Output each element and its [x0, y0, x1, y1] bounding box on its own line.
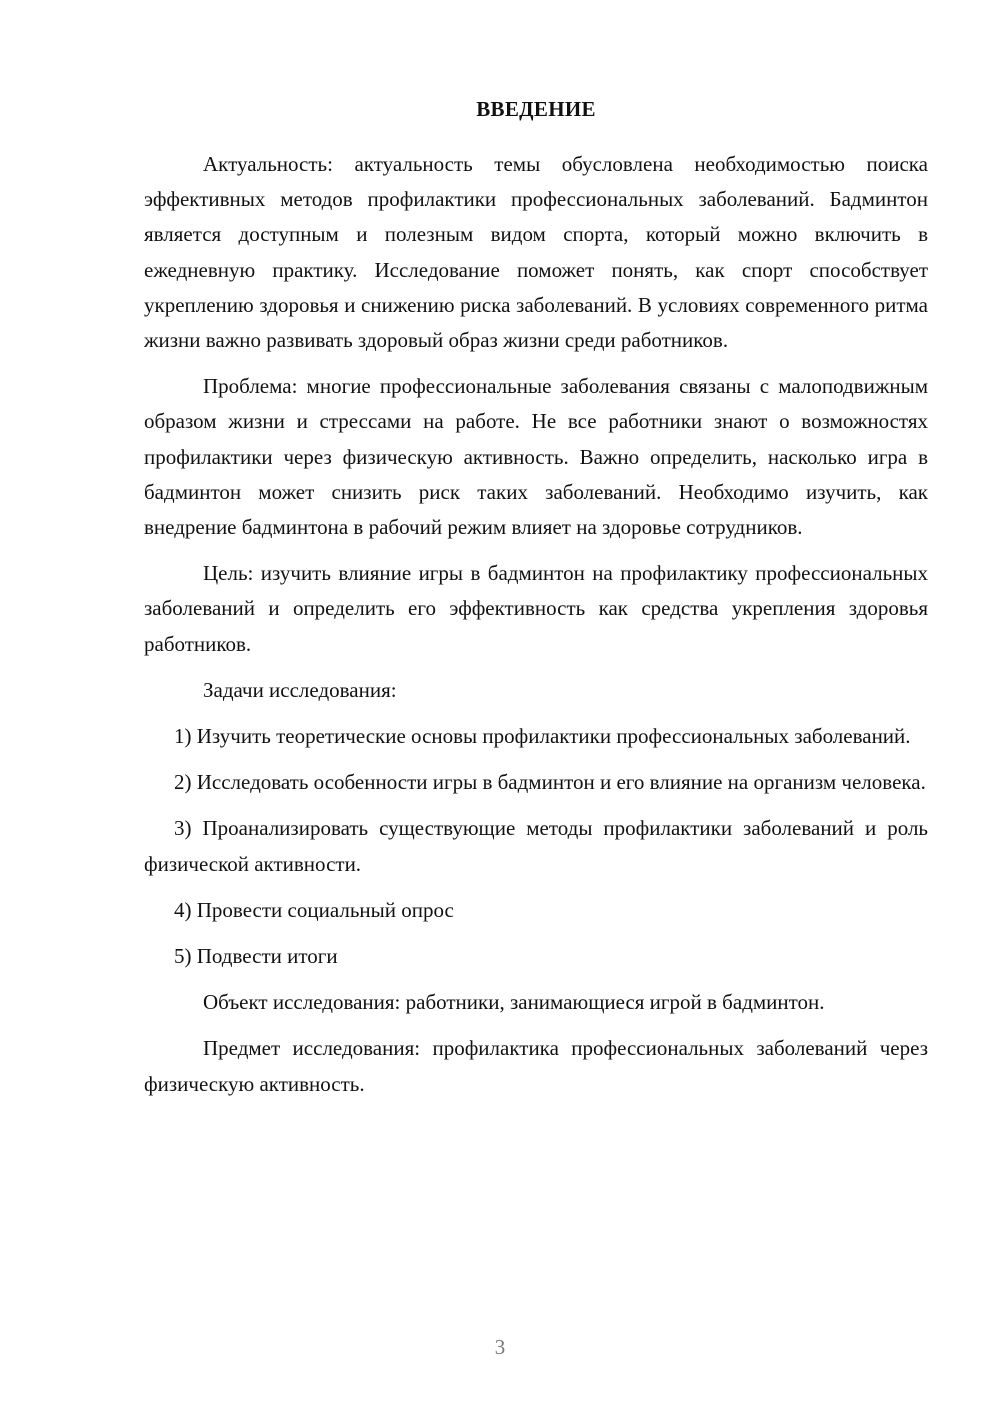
research-subject-paragraph: Предмет исследования: профилактика профессиональных заболеваний через физическую активность. — [144, 1036, 928, 1096]
problem-paragraph: Проблема: многие профессиональные заболевания связаны с малоподвижным образом жизни и стрессами на работе. Не все работники знают о возможностях профилактики через физическую активность. Важно определить, насколько игра в бадминтон может снизить риск таких заболеваний. Необходимо изучить, как внедрение бадминтона в рабочий режим влияет на здоровье сотрудников. — [144, 374, 928, 540]
task-item-5: 5) Подвести итоги — [174, 944, 338, 969]
task-item-3: 3) Проанализировать существующие методы профилактики заболеваний и роль физической активности. — [144, 816, 928, 876]
relevance-paragraph: Актуальность: актуальность темы обусловлена необходимостью поиска эффективных методов профилактики профессиональных заболеваний. Бадминтон является доступным и полезным видом спорта, который можно включить в ежедневную практику. Исследование поможет понять, как спорт способствует укреплению здоровья и снижению риска заболеваний. В условиях современного ритма жизни важно развивать здоровый образ жизни среди работников. — [144, 152, 928, 353]
goal-paragraph: Цель: изучить влияние игры в бадминтон на профилактику профессиональных заболеваний и определить его эффективность как средства укрепления здоровья работников. — [144, 561, 928, 656]
section-title: ВВЕДЕНИЕ — [476, 97, 596, 121]
document-page — [144, 92, 928, 1102]
research-object-paragraph: Объект исследования: работники, занимающиеся игрой в бадминтон. — [203, 990, 825, 1015]
page-number: 3 — [494, 1335, 506, 1359]
task-item-2: 2) Исследовать особенности игры в бадминтон и его влияние на организм человека. — [174, 770, 926, 795]
task-item-4: 4) Провести социальный опрос — [174, 897, 454, 922]
tasks-heading: Задачи исследования: — [203, 677, 397, 702]
task-item-1: 1) Изучить теоретические основы профилактики профессиональных заболеваний. — [174, 724, 911, 749]
